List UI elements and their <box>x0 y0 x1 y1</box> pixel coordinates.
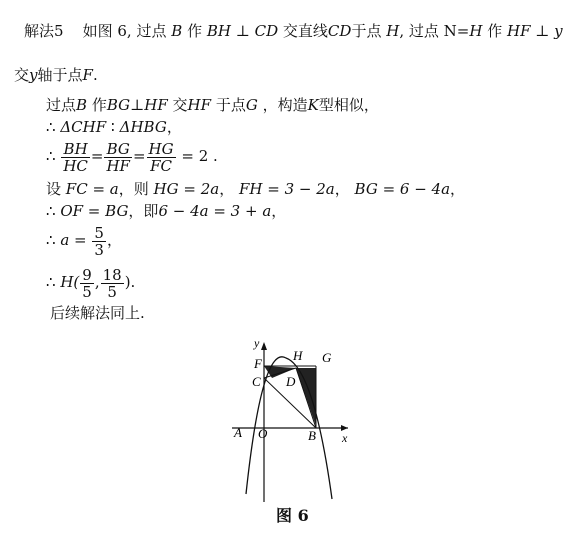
step-construct: 过点B 作BG⊥HF 交HF 于点G ，构造K型相似， <box>46 96 379 114</box>
step-continue: 后续解法同上. <box>50 304 145 322</box>
label-f: F <box>254 356 262 371</box>
y-axis-arrow <box>261 342 267 350</box>
label-x: x <box>342 431 348 445</box>
label-g: G <box>322 350 332 365</box>
step-solve-a: ∴ a = $\frac{5}{3}$ ， <box>46 223 122 259</box>
label-b: B <box>308 428 316 443</box>
solution-label: 解法5 <box>24 22 64 40</box>
label-h: H <box>293 348 303 363</box>
intro-line-2: 交y轴于点F. <box>14 66 98 84</box>
label-a: A <box>234 425 242 440</box>
figure-6-diagram <box>224 334 364 504</box>
intro-line-1: 解法5 如图 6, 过点 B 作 BH ⊥ CD 交直线CD于点 H, 过点 N=H 作 HF ⊥ y <box>24 22 563 40</box>
label-y: y <box>254 336 260 350</box>
figure-caption: 图 6 <box>276 506 309 525</box>
fraction-nine-fifths: $\frac{9}{5}$ <box>82 265 92 301</box>
step-equation: ∴ OF = BG，即6 − 4a = 3 + a， <box>46 202 287 220</box>
fraction-eighteen-fifths: $\frac{18}{5}$ <box>102 265 122 301</box>
step-ratio: ∴ $\frac{BH}{HC}$ = $\frac{BG}{HF}$ = $\frac{HG}{FC}$ = 2 . <box>46 139 218 175</box>
fraction-five-thirds: $\frac{5}{3}$ <box>94 223 104 259</box>
fraction-hg-fc: $\frac{HG}{FC}$ <box>148 139 174 175</box>
step-similar: ∴ ΔCHF ∶ ΔHBG， <box>46 118 182 136</box>
fraction-bg-hf: $\frac{BG}{HF}$ <box>106 139 130 175</box>
fraction-bh-hc: $\frac{BH}{HC}$ <box>63 139 88 175</box>
step-point-h: ∴ H( $\frac{9}{5}$ , $\frac{18}{5}$ ). <box>46 265 136 301</box>
label-o: O <box>258 426 268 441</box>
label-d: D <box>286 374 296 389</box>
label-c: C <box>252 374 261 389</box>
step-set-variable: 设 FC = a，则 HG = 2a， FH = 3 − 2a， BG = 6 − 4a， <box>46 180 466 198</box>
